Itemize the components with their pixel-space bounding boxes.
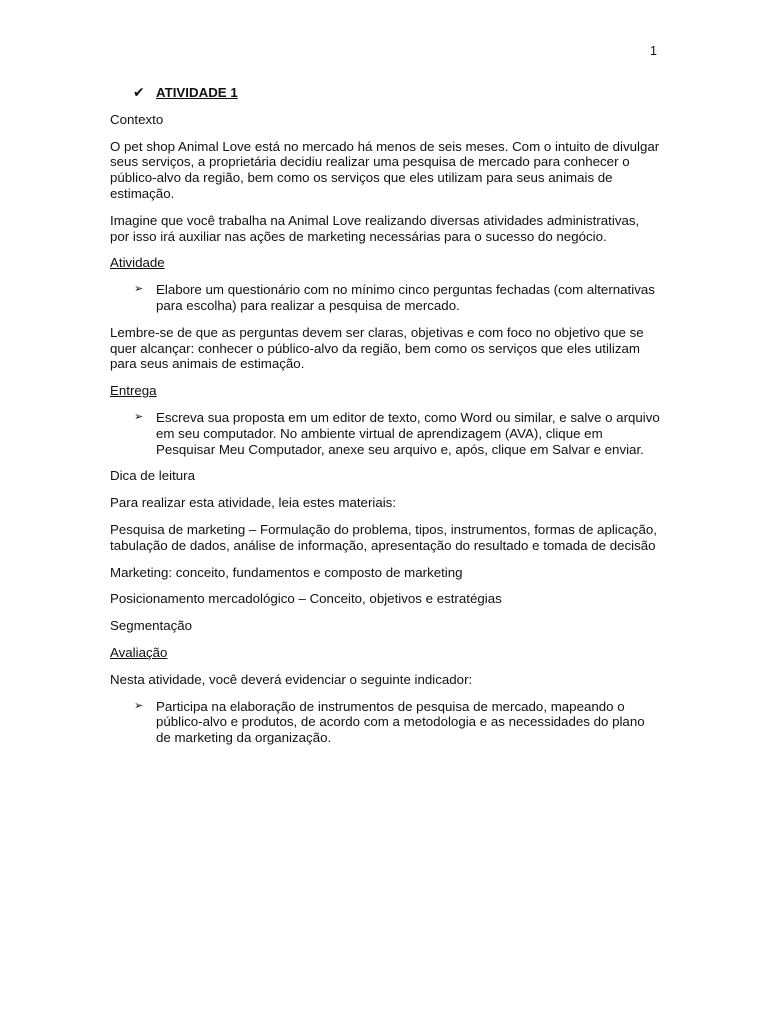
dica-heading: Dica de leitura [110,468,195,484]
atividade-paragraph: Lembre-se de que as perguntas devem ser claras, objetivas e com foco no objetivo que se quer alcançar: conhecer o público-alvo da região, bem como os serviços que eles utilizam para seus animais de estimação. [110,324,644,372]
material-item-4: Segmentação [110,618,193,634]
check-icon: ✔ [133,84,145,101]
material-item-3: Posicionamento mercadológico – Conceito, objetivos e estratégias [110,591,502,607]
page-number: 1 [650,44,657,58]
material-item-2: Marketing: conceito, fundamentos e composto de marketing [110,564,463,580]
atividade-heading: Atividade [110,255,165,271]
arrow-bullet-icon: ➢ [134,283,144,296]
material-item-1: Pesquisa de marketing – Formulação do problema, tipos, instrumentos, formas de aplicação, tabulação de dados, análise de informação, apresentação do resultado e tomada de decisão [110,521,657,553]
contexto-heading: Contexto [110,111,164,127]
entrega-heading: Entrega [110,383,157,399]
dica-intro: Para realizar esta atividade, leia estes materiais: [110,495,397,511]
page-title: ATIVIDADE 1 [156,85,238,100]
avaliacao-intro: Nesta atividade, você deverá evidenciar o seguinte indicador: [110,671,473,687]
arrow-bullet-icon: ➢ [134,410,144,423]
contexto-paragraph-2: Imagine que você trabalha na Animal Love realizando diversas atividades administrativas, por isso irá auxiliar nas ações de marketing necessárias para o sucesso do negócio. [110,212,640,244]
document-body [110,85,660,757]
atividade-bullet-text: Elabore um questionário com no mínimo cinco perguntas fechadas (com alternativas para escolha) para realizar a pesquisa de mercado. [156,282,655,313]
arrow-bullet-icon: ➢ [134,699,144,712]
avaliacao-heading: Avaliação [110,644,168,660]
entrega-bullet-text: Escreva sua proposta em um editor de texto, como Word ou similar, e salve o arquivo em seu computador. No ambiente virtual de aprendizagem (AVA), clique em Pesquisar Meu Computador, anexe seu arquivo e, após, clique em Salvar e enviar. [156,409,660,457]
title-row [133,85,660,101]
atividade-bullet-item [134,282,660,314]
entrega-bullet-item [134,410,660,457]
contexto-paragraph-1: O pet shop Animal Love está no mercado há menos de seis meses. Com o intuito de divulgar seus serviços, a proprietária decidiu realizar uma pesquisa de mercado para conhecer o público-alvo da região, bem como os serviços que eles utilizam para seus animais de estimação. [110,138,660,201]
avaliacao-bullet-item [134,699,660,746]
avaliacao-bullet-text: Participa na elaboração de instrumentos de pesquisa de mercado, mapeando o público-alvo e produtos, de acordo com a metodologia e as necessidades do plano de marketing da organização. [156,698,645,746]
